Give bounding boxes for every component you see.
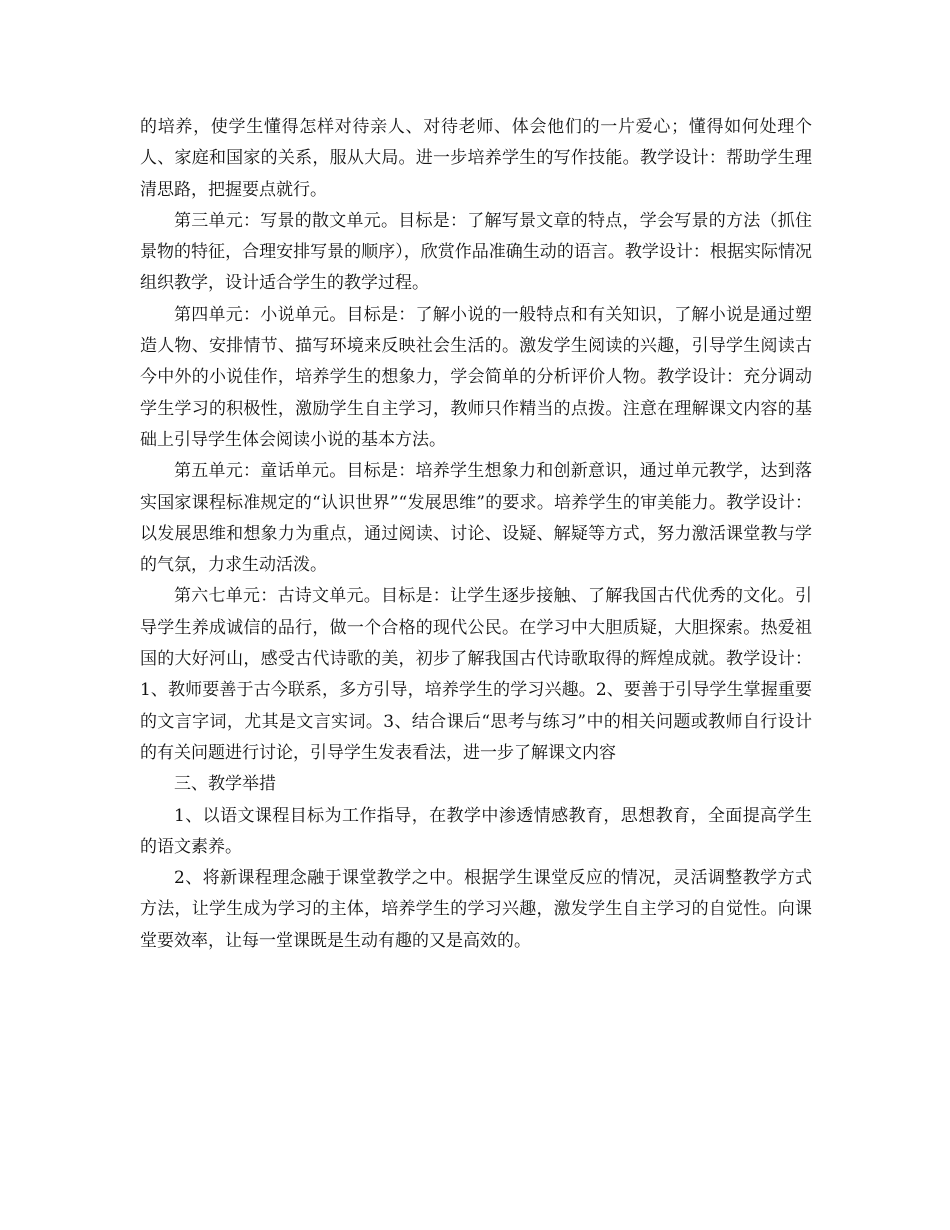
paragraph-measure-two: 2、将新课程理念融于课堂教学之中。根据学生课堂反应的情况，灵活调整教学方式方法，让学生成为学习的主体，培养学生的学习兴趣，激发学生自主学习的自觉性。向课堂要效率，让每一堂课既是生动有趣的又是高效的。	[140, 868, 812, 951]
section-heading-teaching-measures: 三、教学举措	[174, 774, 276, 795]
paragraph-unit-four: 第四单元：小说单元。目标是：了解小说的一般特点和有关知识，了解小说是通过塑造人物、安排情节、描写环境来反映社会生活的。激发学生阅读的兴趣，引导学生阅读古今中外的小说佳作，培养学生的想象力，学会简单的分析评价人物。教学设计：充分调动学生学习的积极性，激励学生自主学习，教师只作精当的点拨。注意在理解课文内容的基础上引导学生体会阅读小说的基本方法。	[140, 304, 812, 450]
paragraph-unit-three: 第三单元：写景的散文单元。目标是：了解写景文章的特点，学会写景的方法（抓住景物的特征，合理安排写景的顺序），欣赏作品准确生动的语言。教学设计：根据实际情况组织教学，设计适合学生的教学过程。	[140, 210, 812, 294]
document-body	[140, 112, 812, 957]
paragraph-measure-one: 1、以语文课程目标为工作指导，在教学中渗透情感教育，思想教育，全面提高学生的语文素养。	[140, 805, 812, 857]
paragraph-unit-six-seven: 第六七单元：古诗文单元。目标是：让学生逐步接触、了解我国古代优秀的文化。引导学生养成诚信的品行，做一个合格的现代公民。在学习中大胆质疑，大胆探索。热爱祖国的大好河山，感受古代诗歌的美，初步了解我国古代诗歌取得的辉煌成就。教学设计：1、教师要善于古今联系，多方引导，培养学生的学习兴趣。2、要善于引导学生掌握重要的文言字词，尤其是文言实词。3、结合课后“思考与练习”中的相关问题或教师自行设计的有关问题进行讨论，引导学生发表看法，进一步了解课文内容	[140, 586, 812, 763]
paragraph-unit-five: 第五单元：童话单元。目标是：培养学生想象力和创新意识，通过单元教学，达到落实国家课程标准规定的“认识世界”“发展思维”的要求。培养学生的审美能力。教学设计：以发展思维和想象力为重点，通过阅读、讨论、设疑、解疑等方式，努力激活课堂教与学的气氛，力求生动活泼。	[140, 461, 812, 576]
paragraph-continuation: 的培养，使学生懂得怎样对待亲人、对待老师、体会他们的一片爱心；懂得如何处理个人、家庭和国家的关系，服从大局。进一步培养学生的写作技能。教学设计：帮助学生理清思路，把握要点就行。	[140, 117, 812, 200]
